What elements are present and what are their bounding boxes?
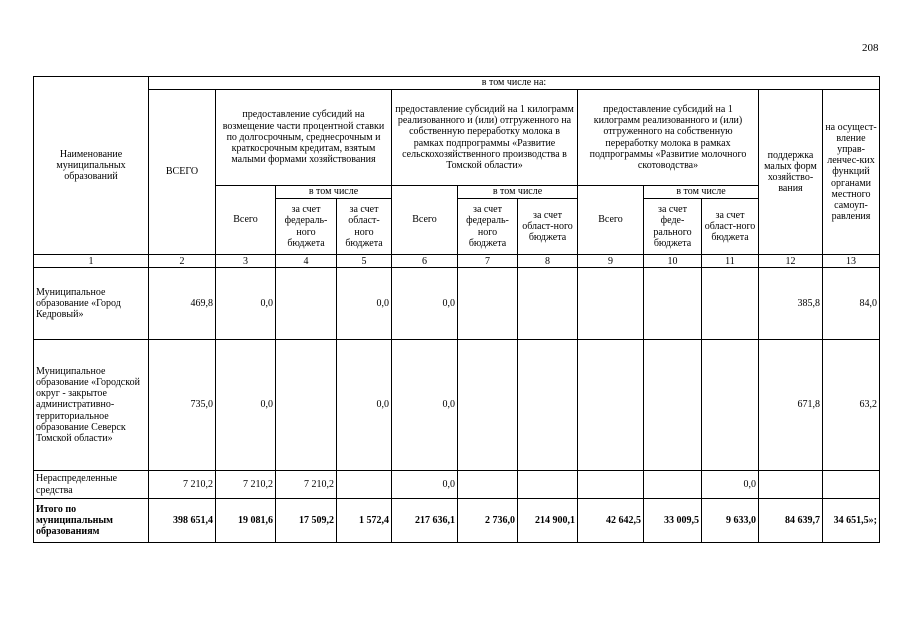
row-name: Муниципальное образование «Городской округ - закрытое административно-территориальное образование Северск Томской области» — [34, 340, 149, 471]
subsidy-table — [33, 76, 880, 543]
cell — [458, 340, 518, 471]
cell: 34 651,5»; — [823, 499, 880, 543]
col-index: 2 — [149, 255, 216, 268]
cell — [823, 471, 880, 499]
header-all-3: Всего — [578, 186, 644, 255]
table-row — [34, 340, 880, 471]
col-index: 6 — [392, 255, 458, 268]
cell: 63,2 — [823, 340, 880, 471]
cell: 42 642,5 — [578, 499, 644, 543]
col-index: 10 — [644, 255, 702, 268]
cell: 671,8 — [759, 340, 823, 471]
col-index: 5 — [337, 255, 392, 268]
col-index: 12 — [759, 255, 823, 268]
header-federal-2: за счет федераль-ного бюджета — [458, 199, 518, 255]
header-total: ВСЕГО — [149, 90, 216, 255]
column-index-row — [34, 255, 880, 268]
header-regional-1: за счет област-ного бюджета — [337, 199, 392, 255]
cell: 84,0 — [823, 268, 880, 340]
cell: 2 736,0 — [458, 499, 518, 543]
col-index: 3 — [216, 255, 276, 268]
header-all-2: Всего — [392, 186, 458, 255]
cell — [578, 471, 644, 499]
col-index: 8 — [518, 255, 578, 268]
header-in-that-3: в том числе — [644, 186, 759, 199]
cell — [702, 340, 759, 471]
cell: 0,0 — [216, 340, 276, 471]
cell: 0,0 — [392, 471, 458, 499]
cell: 17 509,2 — [276, 499, 337, 543]
header-federal-3: за счет феде-рального бюджета — [644, 199, 702, 255]
table-row — [34, 268, 880, 340]
total-row — [34, 499, 880, 543]
cell — [518, 268, 578, 340]
cell — [458, 268, 518, 340]
cell: 217 636,1 — [392, 499, 458, 543]
cell: 398 651,4 — [149, 499, 216, 543]
cell — [276, 340, 337, 471]
header-group3: предоставление субсидий на 1 килограмм реализованного и (или) отгруженного на собственную переработку молока в рамках подпрограммы «Развитие молочного скотоводства» — [578, 90, 759, 186]
row-name: Нераспределенные средства — [34, 471, 149, 499]
cell: 214 900,1 — [518, 499, 578, 543]
total-row-name: Итого по муниципальным образованиям — [34, 499, 149, 543]
col-index: 7 — [458, 255, 518, 268]
header-group1: предоставление субсидий на возмещение части процентной ставки по долгосрочным, среднесрочным и краткосрочным кредитам, взятым малыми формами хозяйствования — [216, 90, 392, 186]
header-all-1: Всего — [216, 186, 276, 255]
cell: 33 009,5 — [644, 499, 702, 543]
header-federal-1: за счет федераль-ного бюджета — [276, 199, 337, 255]
cell: 385,8 — [759, 268, 823, 340]
cell — [578, 268, 644, 340]
cell: 0,0 — [216, 268, 276, 340]
cell: 19 081,6 — [216, 499, 276, 543]
cell: 0,0 — [337, 340, 392, 471]
cell — [518, 340, 578, 471]
col-index: 4 — [276, 255, 337, 268]
cell — [644, 471, 702, 499]
cell: 9 633,0 — [702, 499, 759, 543]
col-index: 1 — [34, 255, 149, 268]
cell: 7 210,2 — [216, 471, 276, 499]
header-including: в том числе на: — [149, 77, 880, 90]
cell: 7 210,2 — [149, 471, 216, 499]
cell: 84 639,7 — [759, 499, 823, 543]
col-index: 9 — [578, 255, 644, 268]
cell — [276, 268, 337, 340]
cell: 735,0 — [149, 340, 216, 471]
cell — [578, 340, 644, 471]
col-index: 11 — [702, 255, 759, 268]
cell — [702, 268, 759, 340]
header-in-that-2: в том числе — [458, 186, 578, 199]
cell: 0,0 — [337, 268, 392, 340]
row-name: Муниципальное образование «Город Кедровый» — [34, 268, 149, 340]
cell: 1 572,4 — [337, 499, 392, 543]
cell — [337, 471, 392, 499]
cell: 0,0 — [702, 471, 759, 499]
cell — [518, 471, 578, 499]
header-col12: поддержка малых форм хозяйство-вания — [759, 90, 823, 255]
header-name: Наименование муниципальных образований — [34, 77, 149, 255]
cell — [644, 268, 702, 340]
header-col13: на осущест-вление управ-ленчес-ких функций органами местного самоуп-равления — [823, 90, 880, 255]
cell: 0,0 — [392, 340, 458, 471]
header-regional-3: за счет област-ного бюджета — [702, 199, 759, 255]
table-row — [34, 471, 880, 499]
cell: 469,8 — [149, 268, 216, 340]
cell — [644, 340, 702, 471]
col-index: 13 — [823, 255, 880, 268]
page-number: 208 — [862, 42, 879, 54]
header-regional-2: за счет област-ного бюджета — [518, 199, 578, 255]
cell: 0,0 — [392, 268, 458, 340]
cell — [759, 471, 823, 499]
cell: 7 210,2 — [276, 471, 337, 499]
header-group2: предоставление субсидий на 1 килограмм реализованного и (или) отгруженного на собственную переработку молока в рамках подпрограммы «Развитие сельскохозяйственного производства в Томской области» — [392, 90, 578, 186]
cell — [458, 471, 518, 499]
header-in-that-1: в том числе — [276, 186, 392, 199]
